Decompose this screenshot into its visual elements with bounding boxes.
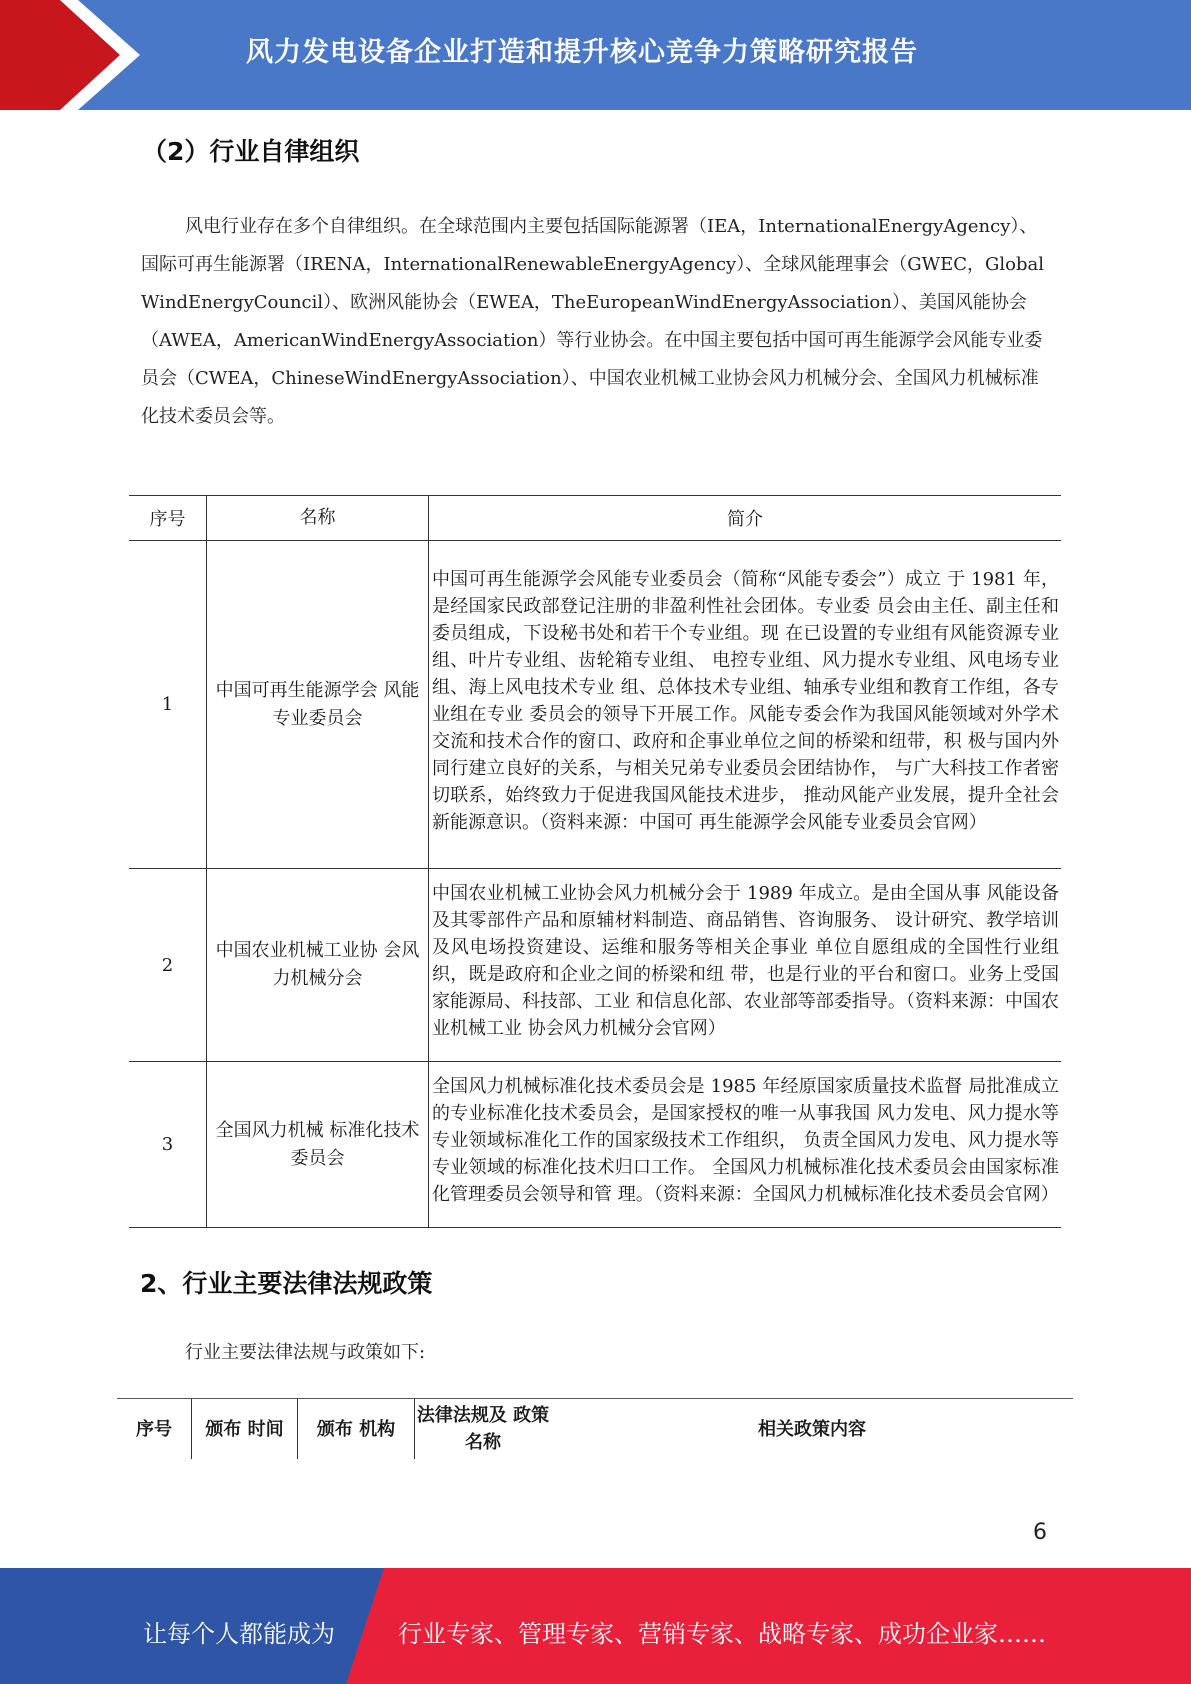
column-header: 相关政策内容 xyxy=(551,1399,1073,1460)
table-row xyxy=(129,1062,1061,1228)
footer-slogan-right: 行业专家、管理专家、营销专家、战略专家、成功企业家…… xyxy=(398,1620,1046,1648)
column-header: 颁布 机构 xyxy=(298,1399,415,1460)
header-banner xyxy=(0,0,1191,110)
intro-paragraph: 风电行业存在多个自律组织。在全球范围内主要包括国际能源署（IEA，InternationalEnergyAgency）、国际可再生能源署（IRENA，InternationalRenewableEnergyAgency）、全球风能理事会（GWEC，GlobalWindEnergyCouncil）、欧洲风能协会（EWEA，TheEuropeanWindEnergyAssociation）、美国风能协会（AWEA，AmericanWindEnergyAssociation）等行业协会。在中国主要包括中国可再生能源学会风能专业委员会（CWEA，ChineseWindEnergyAssociation）、中国农业机械工业协会风力机械分会、全国风力机械标准化技术委员会等。 xyxy=(141,216,1044,427)
law-table xyxy=(117,1398,1073,1459)
org-description: 全国风力机械标准化技术委员会是 1985 年经原国家质量技术监督 局批准成立的专业标准化技术委员会，是国家授权的唯一从事我国 风力发电、风力提水等专业领域标准化工作的国家级技术工作组织， 负责全国风力发电、风力提水等专业领域的标准化技术归口工作。 全国风力机械标准化技术委员会由国家标准化管理委员会领导和管 理。（资料来源：全国风力机械标准化技术委员会官网） xyxy=(429,1062,1062,1228)
row-number: 2 xyxy=(129,869,207,1062)
org-description: 中国可再生能源学会风能专业委员会（简称“风能专委会”）成立 于 1981 年，是经国家民政部登记注册的非盈利性社会团体。专业委 员会由主任、副主任和委员组成，下设秘书处和若干个专业组。现 在已设置的专业组有风能资源专业组、叶片专业组、齿轮箱专业组、 电控专业组、风力提水专业组、风电场专业组、海上风电技术专业 组、总体技术专业组、轴承专业组和教育工作组，各专业组在专业 委员会的领导下开展工作。风能专委会作为我国风能领域对外学术 交流和技术合作的窗口、政府和企事业单位之间的桥梁和纽带，积 极与国内外同行建立良好的关系，与相关兄弟专业委员会团结协作， 与广大科技工作者密切联系，始终致力于促进我国风能技术进步， 推动风能产业发展，提升全社会新能源意识。（资料来源：中国可 再生能源学会风能专业委员会官网） xyxy=(429,541,1062,869)
page-number: 6 xyxy=(1033,1520,1047,1545)
column-header: 序号 xyxy=(129,496,207,541)
law-intro-text: 行业主要法律法规与政策如下: xyxy=(185,1342,426,1363)
footer-slogan-left: 让每个人都能成为 xyxy=(143,1620,335,1648)
column-header: 名称 xyxy=(207,496,429,541)
report-title: 风力发电设备企业打造和提升核心竞争力策略研究报告 xyxy=(246,37,918,68)
org-table xyxy=(129,495,1061,1228)
column-header: 简介 xyxy=(429,496,1062,541)
table-row xyxy=(129,541,1061,869)
column-header: 序号 xyxy=(117,1399,192,1460)
org-name: 全国风力机械 标准化技术委员会 xyxy=(207,1062,429,1228)
header-arrow-decoration xyxy=(0,0,160,110)
subsection-heading: （2）行业自律组织 xyxy=(142,137,360,166)
column-header: 颁布 时间 xyxy=(192,1399,298,1460)
table-header-row xyxy=(117,1399,1073,1460)
org-description: 中国农业机械工业协会风力机械分会于 1989 年成立。是由全国从事 风能设备及其零部件产品和原辅材料制造、商品销售、咨询服务、 设计研究、教学培训及风电场投资建设、运维和服务等相关企事业 单位自愿组成的全国性行业组织，既是政府和企业之间的桥梁和纽 带，也是行业的平台和窗口。业务上受国家能源局、科技部、工业 和信息化部、农业部等部委指导。（资料来源：中国农业机械工业 协会风力机械分会官网） xyxy=(429,869,1062,1062)
org-name: 中国农业机械工业协 会风力机械分会 xyxy=(207,869,429,1062)
section-heading: 2、行业主要法律法规政策 xyxy=(140,1269,433,1298)
column-header: 法律法规及 政策名称 xyxy=(415,1399,552,1460)
table-header-row xyxy=(129,496,1061,541)
table-row xyxy=(129,869,1061,1062)
org-name: 中国可再生能源学会 风能专业委员会 xyxy=(207,541,429,869)
row-number: 1 xyxy=(129,541,207,869)
row-number: 3 xyxy=(129,1062,207,1228)
